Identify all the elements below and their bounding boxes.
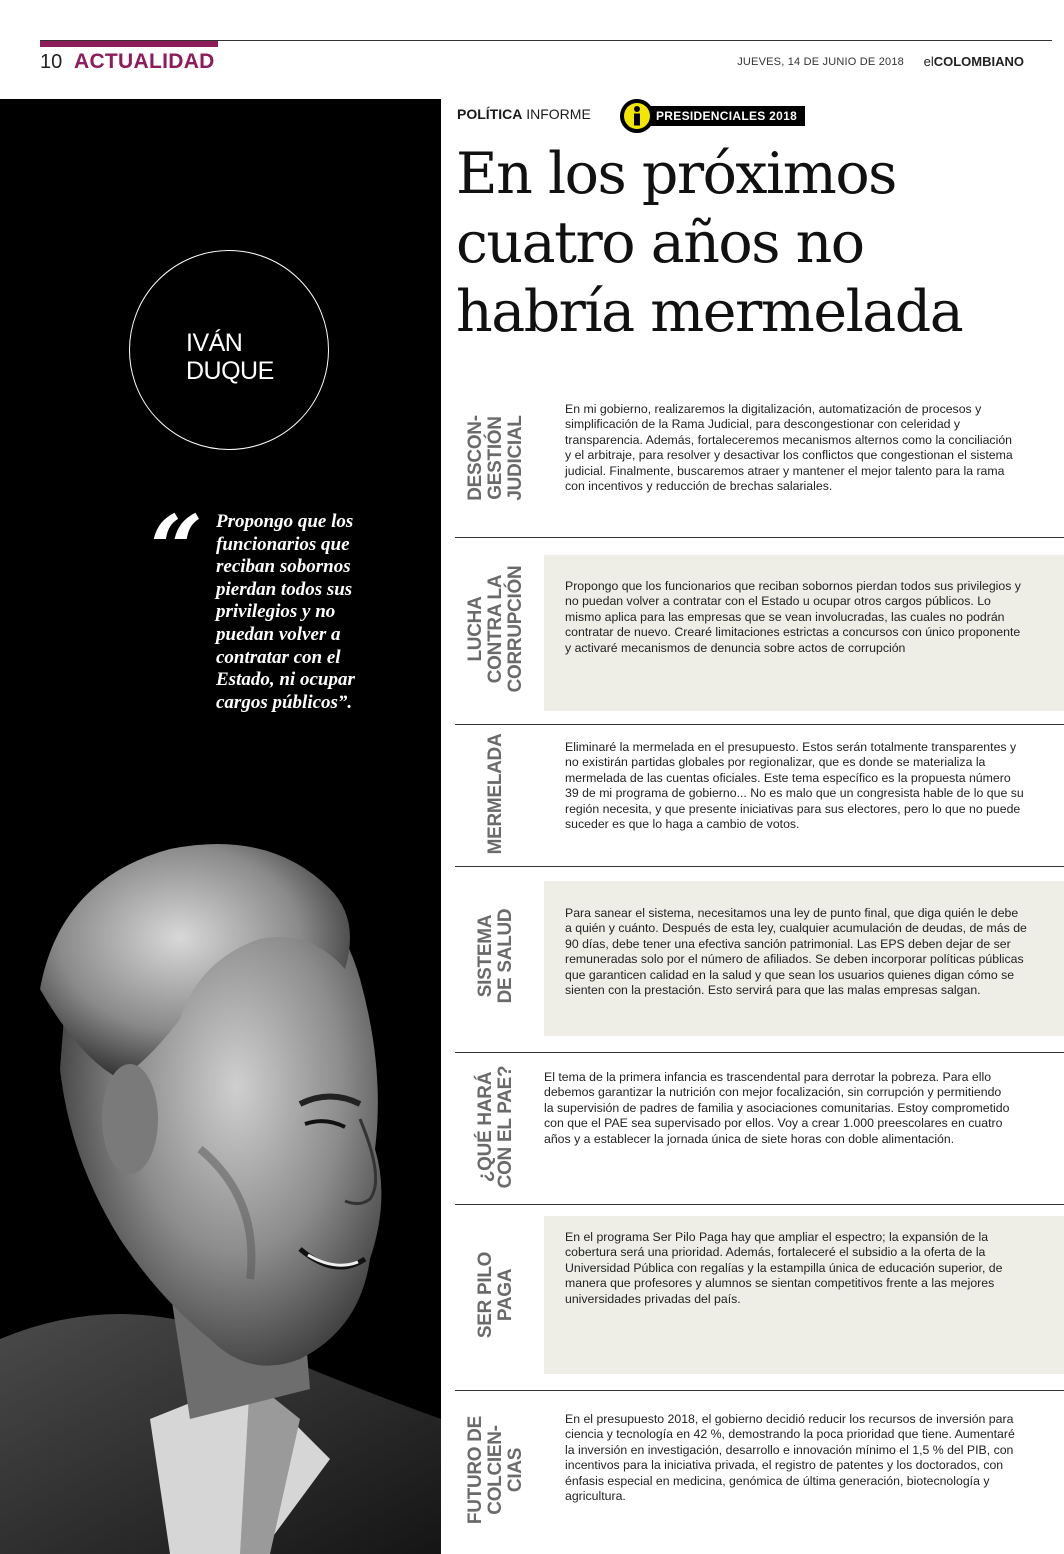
label-line: FUTURO DE (465, 1415, 486, 1525)
label-line: MERMELADA (485, 733, 506, 855)
newspaper-prefix: el (923, 54, 934, 69)
label-line: JUDICIAL (505, 415, 526, 501)
header-accent-bar (40, 41, 218, 47)
section-salud (455, 866, 1064, 1046)
label-line: PAGA (495, 1268, 516, 1322)
section-label-wrap (455, 1052, 537, 1202)
section-divider (455, 1390, 1064, 1391)
section-label-wrap (455, 724, 537, 864)
newspaper-title: COLOMBIANO (933, 54, 1024, 69)
label-line: CORRUPCIÓN (505, 565, 526, 693)
section-title: ACTUALIDAD (74, 50, 215, 73)
candidate-name (186, 329, 274, 385)
section-label-wrap (455, 1390, 537, 1550)
section-divider (455, 866, 1064, 867)
section-label-wrap (455, 537, 537, 721)
kicker-category: POLÍTICA (457, 106, 523, 122)
page-number: 10 (40, 51, 63, 73)
section-label (466, 415, 526, 501)
label-line: DESCON- (465, 415, 486, 501)
label-line: CIAS (505, 1447, 526, 1493)
headline: En los próximos cuatro años no habría mermelada (456, 141, 963, 345)
pull-quote: Propongo que los funcionarios que reciban sobornos pierdan todos sus privilegios y no puedan volver a contratar con el Estado, ni ocupar cargos públicos”. (216, 511, 355, 713)
section-divider (455, 1204, 1064, 1205)
issue-date: JUEVES, 14 DE JUNIO DE 2018 (737, 56, 904, 68)
candidate-first-name: IVÁN (186, 329, 243, 357)
section-text: En mi gobierno, realizaremos la digitalización, automatización de procesos y simplificación de la Rama Judicial, para descongestionar con celeridad y transparencia. Además, fortaleceremos mecanismos alternos como la conciliación y el arbitraje, para resolver y desactivar los conflictos que congestionan el sistema judicial. Finalmente, buscaremos atraer y mantener el mejor talento para la rama con incentivos y reducción de brechas salariales. (565, 402, 1013, 494)
section-ser-pilo-paga (455, 1204, 1064, 1386)
section-label (476, 909, 516, 1004)
section-descongestion (455, 382, 1064, 534)
section-label (466, 566, 526, 693)
newspaper-name (924, 54, 1024, 69)
section-text: En el presupuesto 2018, el gobierno decidió reducir los recursos de inversión para ciencia y tecnología en 42 %, demostrando la poca prioridad que tiene. Aumentaré la inversión en investigación, desarrollo e innovación mínimo el 1,5 % del PIB, con incentivos para la iniciativa privada, el registro de patentes y los doctorados, con énfasis especial en medicina, genómica de última generación, biotecnología y agricultura. (565, 1412, 1015, 1504)
section-text: En el programa Ser Pilo Paga hay que ampliar el espectro; la expansión de la cobertura será una prioridad. Además, fortaleceré el subsidio a la oferta de la Universidad Pública con regalías y la estampilla única de educación superior, de manera que profesores y alumnos se sientan competitivos frente a las mejores universidades privadas del país. (565, 1230, 1003, 1306)
section-colciencias (455, 1390, 1064, 1550)
quote-mark-icon: “ (150, 495, 203, 603)
section-text: Propongo que los funcionarios que reciban sobornos pierdan todos sus privilegios y no puedan volver a contratar con el Estado u ocupar otros cargos públicos. Lo mismo aplica para las empresas que se vean involucradas, las cuales no podrán contratar de nuevo. Crearé limitaciones estrictas a concursos con único proponente y activaré mecanismos de denuncia sobre actos de corrupción (565, 579, 1021, 655)
elections-logo-icon (620, 99, 654, 133)
label-line: SISTEMA (475, 914, 496, 998)
section-label-wrap (455, 866, 537, 1046)
label-line: SER PILO (475, 1251, 496, 1339)
candidate-last-name: DUQUE (186, 357, 274, 385)
elections-badge-label: PRESIDENCIALES 2018 (650, 106, 805, 126)
section-mermelada (455, 724, 1064, 864)
left-panel (0, 99, 441, 1554)
section-label (476, 1066, 516, 1189)
section-pae (455, 1052, 1064, 1202)
label-line: CONTRA LA (485, 574, 506, 684)
elections-badge (620, 99, 805, 133)
kicker (457, 106, 591, 122)
section-divider (455, 537, 1064, 538)
section-label (486, 734, 506, 855)
candidate-photo (0, 819, 441, 1554)
label-line: ¿QUÉ HARÁ (475, 1071, 496, 1183)
section-label (466, 1416, 526, 1524)
section-divider (455, 1052, 1064, 1053)
section-label-wrap (455, 1204, 537, 1386)
label-line: COLCIEN- (485, 1425, 506, 1515)
section-label (476, 1252, 516, 1338)
section-divider (455, 724, 1064, 725)
section-text: Para sanear el sistema, necesitamos una ley de punto final, que diga quién le debe a quién y cuánto. Después de esta ley, cualquier acumulación de deudas, de más de 90 días, debe tener una efectiva sanción patrimonial. Las EPS deben dejar de ser remuneradas solo por el número de afiliados. Se deben incorporar políticas públicas que garanticen calidad en la salud y que sean los usuarios quienes digan cómo se sienten con la prestación. Esto servirá para que las malas empresas salgan. (565, 906, 1027, 998)
section-text: El tema de la primera infancia es trascendental para derrotar la pobreza. Para ello debemos garantizar la nutrición con mejor focalización, sin corrupción y permitiendo la supervisión de padres de familia y asociaciones comunitarias. Estoy comprometido con que el PAE sea supervisado por ellos. Voy a crear 1.000 preescolares en cuatro años y a establecer la jornada única de siete horas con doble alimentación. (544, 1070, 1010, 1146)
kicker-subcategory: INFORME (526, 106, 591, 122)
label-line: DE SALUD (495, 908, 516, 1004)
label-line: CON EL PAE? (495, 1065, 516, 1189)
section-label-wrap (455, 382, 537, 534)
label-line: LUCHA (465, 596, 486, 662)
label-line: GESTIÓN (485, 416, 506, 500)
section-corrupcion (455, 537, 1064, 721)
section-text: Eliminaré la mermelada en el presupuesto. Estos serán totalmente transparentes y no existirán partidas globales por regionalizar, que es donde se materializa la mermelada de las cuentas oficiales. Este tema específico es la propuesta número 39 de mi programa de gobierno... No es malo que un congresista hable de lo que su región necesita, y que presente iniciativas para sus electores, pero lo que no puede suceder es que lo haga a cambio de votos. (565, 740, 1024, 832)
